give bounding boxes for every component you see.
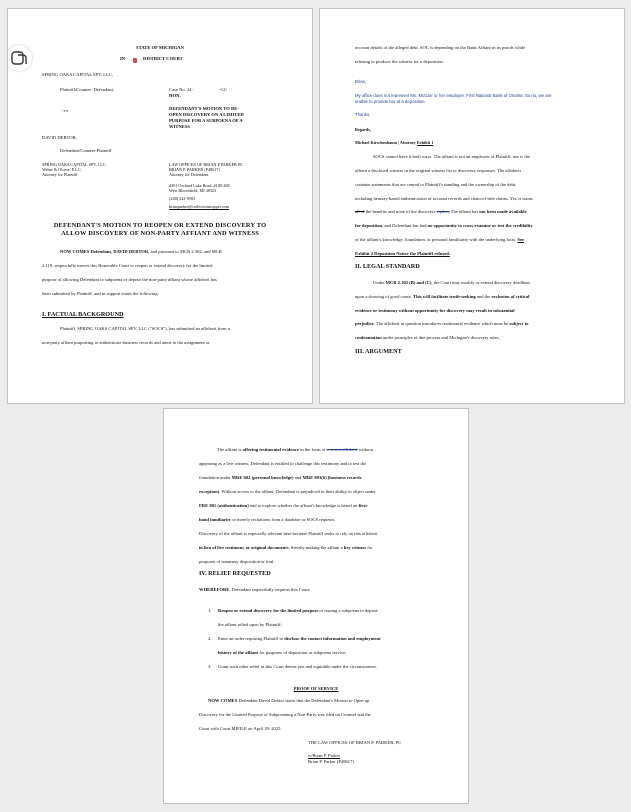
document-page-2 <box>319 8 625 404</box>
plaintiff-counsel-line-3: Attorney for Plaintiff <box>42 172 78 177</box>
case-number-suffix: -GC <box>219 87 227 92</box>
motion-heading-line-1: DEFENDANT'S MOTION TO REOPEN OR EXTEND DISCOVERY TO <box>53 222 267 229</box>
arg-line-5c: first- <box>358 503 369 508</box>
p2-line-1: account details of the alleged debt. SOC is depending on the Bank Affiant in its proofs while <box>355 45 526 50</box>
exhibit-2-link[interactable]: Exhibit 2 Deposition Notice the Plaintiff refused. <box>355 251 450 256</box>
p2-para-line-6b: and Defendant has had <box>384 223 427 228</box>
relief-1a: Reopen or extend discovery for the limited purpose <box>218 608 319 613</box>
signer-name: Brian P. Parker (P48617) <box>308 759 354 764</box>
ls-line-4a: prejudice. <box>355 321 375 326</box>
relief-1c: the affiant relied upon by Plaintiff; <box>218 622 282 627</box>
ls-line-3: evidence or testimony without opportunity for discovery may result in substantial <box>355 308 515 313</box>
ls-line-5a: confrontation <box>355 335 382 340</box>
email-greeting: Brian, <box>355 79 367 84</box>
firm-name: THE LAW OFFICES OF BRIAN P. PARKER, PC <box>308 740 402 745</box>
p2-line-2: refusing to produce the witness for a deposition: <box>355 59 444 64</box>
arg-line-3a: foundation under <box>199 475 231 480</box>
document-page-1 <box>7 8 313 404</box>
pos-line-3: Court with Court MIFILE on April 29, 2025. <box>199 726 282 731</box>
now-comes: NOW COMES Defendant, DAVID DEBTOR, <box>60 249 150 254</box>
p2-para-line-5c: rquires <box>436 209 450 214</box>
court-state: STATE OF MICHIGAN <box>136 45 184 50</box>
defense-counsel-email[interactable]: brianparker@collectionstopper.com <box>169 204 230 209</box>
arg-line-3b: MRE 602 (personal knowledge) <box>231 475 294 480</box>
ls-line-1c: , the Court may modify or extend discovery deadlines <box>431 280 531 285</box>
pos-line-2: Discovery for the Limited Purpose of Subpoenaing a Non-Party was filed on Counsel and the <box>199 712 371 717</box>
section-legal-standard: II. LEGAL STANDARD <box>355 263 420 270</box>
arg-line-2: appearing as a live witness. Defendant is entitled to challenge this testimony and to test the <box>199 461 367 466</box>
ls-line-4b: The affidavit in question introduces testimonial evidence which must be <box>375 321 509 326</box>
defendant-role: Defendant/Counter-Plaintiff <box>60 148 112 153</box>
motion-heading-line-2: ALLOW DISCOVERY OF NON-PARTY AFFIANT AND WITNESS <box>61 230 259 237</box>
p2-para-line-5d: The affiant has <box>450 209 479 214</box>
ls-line-5b: under principles of due process and Michigan's discovery rules. <box>382 335 500 340</box>
pos-now-comes: NOW COMES <box>208 698 238 703</box>
relief-2-number: 2. <box>208 636 212 641</box>
pos-line-1: Defendant David Debtor states that the Defendant's Motion to Open up <box>238 698 370 703</box>
judge-label: HON. <box>169 93 181 98</box>
plaintiff-role: Plaintiff/Counter -Defendant, <box>60 87 115 92</box>
defense-counsel-line-1: LAW OFFICES OF BRIAN P PARKER PC <box>169 162 243 167</box>
email-signer: Michael Kirschenbaum | Attorney <box>355 140 416 145</box>
p2-para-line-5b: the benefits and none of the discovery <box>365 209 436 214</box>
versus-label: -vs- <box>62 108 70 113</box>
arg-line-8a: in lieu of live testimony or original documents <box>199 545 289 550</box>
p2-para-line-5e: not been made available <box>479 209 527 214</box>
p2-para-line-1: SOCS cannot have it both ways. The affiant is not an employee of Plaintiff, nor is the <box>373 154 530 159</box>
arg-line-3d: MRE 803(6) (business records <box>302 475 362 480</box>
ls-line-2c: and the <box>476 294 491 299</box>
defense-counsel-line-5: West Bloomfield, MI 48323 <box>169 188 217 193</box>
email-body-line-1: My office does not represent Ms. McGarr or her employer, First National Bank of Omaha. So no, we are <box>355 93 552 98</box>
defendant-name: DAVID DEBTOR, <box>42 135 77 140</box>
relief-3-number: 3. <box>208 664 212 669</box>
intro-line-4: been submitted by Plaintiff, and in support states the following: <box>42 291 159 296</box>
section-relief-requested: IV. RELIEF REQUESTED <box>199 570 271 577</box>
email-thanks: Thanks, <box>355 112 371 117</box>
relief-1b: of issuing a subpoena to depose <box>319 608 378 613</box>
arg-line-5b: and to explore whether the affiant's knowledge is based on <box>249 503 358 508</box>
relief-1-number: 1. <box>208 608 212 613</box>
section-argument: III. ARGUMENT <box>355 348 402 355</box>
email-regards: Regards, <box>355 127 371 132</box>
intro-line-2: 2.119, respectfully moves this Honorable Court to reopen or extend discovery for the limited <box>42 263 213 268</box>
fact-line-1: Plaintiff, SPRING OAKS CAPITAL SPV, LLC ("SOCS"), has submitted an affidavit from a <box>60 326 230 331</box>
motion-title-line-1: DEFENDANT'S MOTION TO RE- <box>169 106 239 111</box>
court-name: DISTRICT COURT <box>143 56 183 61</box>
ls-line-2b: This will facilitate truth-seeking <box>413 294 476 299</box>
relief-2c: history of the affiant <box>218 650 259 655</box>
section-factual-background: I. FACTUAL BACKGROUND <box>42 311 124 318</box>
arg-line-1d: a sworn affidavit <box>326 447 358 452</box>
ls-line-2d: exclusion of critical <box>491 294 530 299</box>
wherefore-rest: , Defendant respectfully requests this Court: <box>229 587 311 592</box>
ls-line-1b: MCR 2.302 (B) and (C) <box>385 280 432 285</box>
motion-title-line-2: OPEN DISCOVERY ON A LIMITED <box>169 112 244 117</box>
arg-line-5a: FRE 901 (authentication) <box>199 503 249 508</box>
arg-line-4b: . Without access to the affiant, Defendant is prejudiced in their ability to object under <box>219 489 376 494</box>
ls-line-1a: Under <box>373 280 385 285</box>
arg-line-7: Discovery of the affiant is especially relevant here because Plaintiff seeks to rely on this affidavit <box>199 531 378 536</box>
intro-line-1: and pursuant to MCR 2.302, and MCR <box>150 249 222 254</box>
p2-para-line-4: including hearsay-based authentication of account records and chain-of-title claims. Yet, it wants <box>355 196 533 201</box>
p2-para-line-7a: of the affiant's knowledge, foundation, or personal familiarity with the underlying facts. <box>355 237 517 242</box>
defense-counsel-line-6: (248) 342-9583 <box>169 196 196 201</box>
plaintiff-name: SPRING OAKS CAPITAL SPV, LLC, <box>42 72 114 77</box>
arg-line-4a: exception) <box>199 489 220 494</box>
arg-line-9: purposes of summary disposition or trial. <box>199 559 275 564</box>
fact-line-2: non-party affiant purporting to authenticate business records and attest to the assignment or <box>42 340 210 345</box>
p2-para-line-2: affiant a disclosed witness in the original witness list or discovery responses. The affidavit <box>355 168 521 173</box>
defense-counsel-line-3: Attorney for Defendant <box>169 172 209 177</box>
relief-3: Grant such other relief as this Court deems just and equitable under the circumstances. <box>218 664 377 669</box>
arg-line-8d: for <box>367 545 373 550</box>
proof-of-service-title: PROOF OF SERVICE <box>293 686 339 691</box>
email-body-line-2: unable to provide her at a deposition. <box>355 99 426 104</box>
arg-line-1b: offering testimonial evidence <box>242 447 299 452</box>
p2-para-line-3: contains statements that are central to Plaintiff's standing and the ownership of the debt, <box>355 182 517 187</box>
signature: /s/Brian P. Parker <box>308 753 341 758</box>
arg-line-3c: and <box>294 475 302 480</box>
ls-line-4c: subject to <box>509 321 529 326</box>
redaction-mark <box>133 58 137 63</box>
wherefore: WHEREFORE <box>199 587 230 592</box>
relief-2b: disclose the contact information and employment <box>284 636 381 641</box>
ls-line-2a: upon a showing of good cause. <box>355 294 412 299</box>
arg-line-6b: or merely recitations from a database or SOCS requests. <box>232 517 336 522</box>
arg-line-6a: hand familiarity <box>199 517 232 522</box>
defense-counsel-line-2: BRIAN P. PARKER (P48617) <box>169 167 220 172</box>
arg-line-8b: , thereby making the affiant a <box>288 545 343 550</box>
p2-para-line-6a: for deposition, <box>355 223 384 228</box>
motion-title-line-4: WITNESS <box>169 124 190 129</box>
arg-line-1e: without <box>358 447 373 452</box>
exhibit-1-link[interactable]: Exhibit 1 <box>416 140 434 145</box>
p2-para-line-5a: all of <box>355 209 365 214</box>
relief-2a: Enter an order requiring Plaintiff to <box>218 636 284 641</box>
arg-line-8c: key witness <box>343 545 367 550</box>
court-county-prefix: IN <box>120 56 126 61</box>
relief-2d: for purposes of deposition or subpoena service; <box>259 650 347 655</box>
arg-line-1c: in the form of <box>300 447 326 452</box>
plaintiff-counsel-line-1: SPRING OAKS CAPITAL SPV, LLC <box>42 162 106 167</box>
intro-line-3: purpose of allowing Defendant to subpoena or depose the non-party affiant whose affidavit has <box>42 277 217 282</box>
defense-counsel-line-4: 4301 Orchard Lake Road, #180-208 <box>169 183 230 188</box>
arg-line-1a: The affiant is <box>217 447 242 452</box>
p2-para-line-7b: See <box>517 237 525 242</box>
motion-title-line-3: PURPOSE FOR A SUBPOENA OF A <box>169 118 243 123</box>
p2-para-line-6c: no opportunity to cross-examine or test the credibility <box>427 223 533 228</box>
plaintiff-counsel-line-2: Weber & Olcese, P.L.C. <box>42 167 83 172</box>
document-page-3 <box>163 408 469 804</box>
case-number-label: Case No. 24- <box>169 87 194 92</box>
